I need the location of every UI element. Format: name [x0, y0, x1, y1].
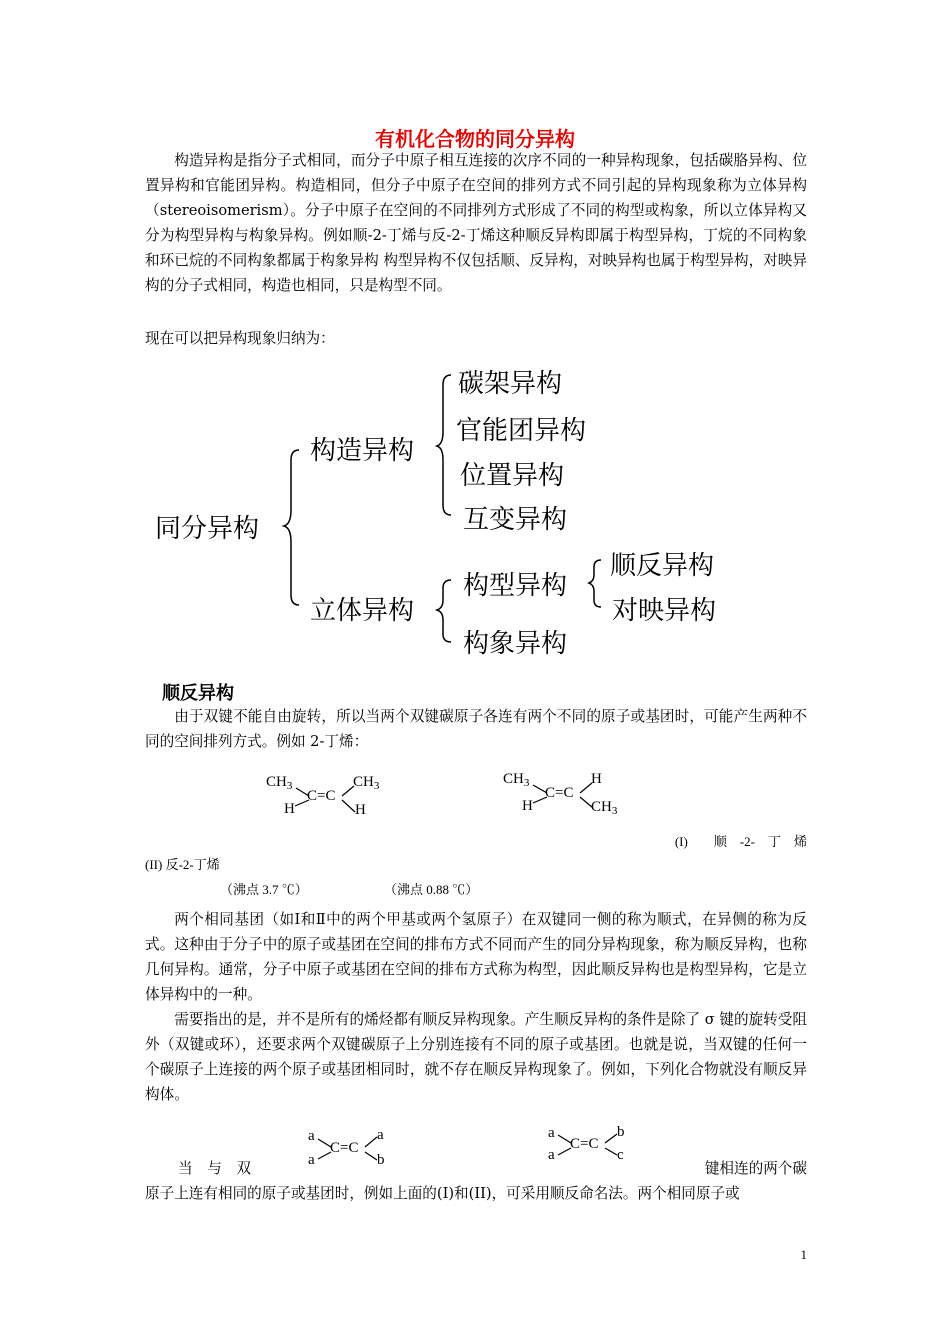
mol-right-bottom-left: H — [522, 798, 533, 814]
tree-constitutional: 构造异构 — [310, 436, 415, 466]
tree-tautomerism: 互变异构 — [463, 505, 568, 535]
mol-right-bottom-right: $CH_3$ — [591, 799, 618, 817]
tree-configurational: 构型异构 — [463, 571, 568, 601]
caption-left: (II) 反-2-丁烯 — [145, 857, 220, 872]
same-groups-paragraph: 两个相同基团（如Ⅰ和Ⅱ中的两个甲基或两个氢原子）在双键同一侧的称为顺式，在异侧的称为反式。这种由于分子中的原子或基团在空间的排布方式不同而产生的同分异构现象，称为顺反异构，也称几何异构。通常，分子中原子或基团在空间的排布方式称为构型，因此顺反异构也是构型异构，它是立体异构中的一种。 — [145, 911, 807, 1003]
page-number: 1 — [800, 1247, 807, 1262]
tree-position: 位置异构 — [460, 461, 565, 491]
ex-left-top-left: a — [308, 1128, 315, 1144]
mol-right-center: C=C — [545, 785, 574, 801]
intro-paragraph: 构造异构是指分子式相同，而分子中原子相互连接的次序不同的一种异构现象，包括碳胳异构、位置异构和官能团异构。构造相同，但分子中原子在空间的排列方式不同引起的异构现象称为立体异构（stereoisomerism）。分子中原子在空间的不同排列方式形成了不同的构型或构象，所以立体异构又分为构型异构与构象异构。例如顺-2-丁烯与反-2-丁烯这种顺反异构即属于构型异构，丁烷的不同构象和环已烷的不同构象都属于构象异构 构型异构不仅包括顺、反异构，对映异构也属于构型异构，对映异构的分子式相同，构造也相同，只是构型不同。 — [145, 152, 807, 294]
mol-right-top-left: $CH_3$ — [503, 771, 530, 789]
summary-line: 现在可以把异构现象归纳为： — [145, 330, 335, 347]
tree-cis-trans: 顺反异构 — [610, 551, 715, 581]
mol-left-bottom-right: H — [355, 802, 366, 818]
ex-right-bottom-left: a — [548, 1147, 555, 1163]
last-line-start: 当 与 双 — [178, 1160, 251, 1177]
ex-left-top-right: a — [377, 1127, 384, 1143]
tree-conformational: 构象异构 — [463, 629, 568, 659]
boiling-point-1: （沸点 3.7 ℃） — [220, 882, 308, 897]
boiling-point-2: （沸点 0.88 ℃） — [384, 882, 479, 897]
page-title: 有机化合物的同分异构 — [375, 127, 575, 151]
cis-trans-paragraph: 由于双键不能自由旋转，所以当两个双键碳原子各连有两个不同的原子或基团时，可能产生两种不同的空间排列方式。例如 2-丁烯： — [145, 708, 807, 750]
ex-left-bottom-right: b — [377, 1152, 385, 1168]
last-line-end: 键相连的两个碳 — [704, 1160, 807, 1177]
ex-left-center: C=C — [330, 1140, 359, 1156]
tree-functional-group: 官能团异构 — [456, 416, 587, 446]
ex-right-top-left: a — [548, 1125, 555, 1141]
section-heading: 顺反异构 — [162, 683, 234, 704]
caption-right: (I) 顺 -2- 丁 烯 — [674, 834, 807, 849]
ex-right-top-right: b — [617, 1124, 625, 1140]
tree-enantiomer: 对映异构 — [612, 596, 717, 626]
mol-left-center: C=C — [307, 788, 336, 804]
tree-root: 同分异构 — [155, 514, 260, 544]
ex-right-center: C=C — [570, 1136, 599, 1152]
mol-left-top-left: $CH_3$ — [266, 774, 293, 792]
ex-left-bottom-left: a — [308, 1152, 315, 1168]
mol-left-top-right: $CH_3$ — [353, 774, 380, 792]
ex-right-bottom-right: c — [617, 1147, 624, 1163]
tree-carbon-skeleton: 碳架异构 — [458, 369, 563, 399]
tree-stereo: 立体异构 — [310, 596, 415, 626]
note-paragraph: 需要指出的是，并不是所有的烯烃都有顺反异构现象。产生顺反异构的条件是除了 σ 键的旋转受阻外（双键或环），还要求两个双键碳原子上分别连接有不同的原子或基团。也就是说，当双键的任何一个碳原子上连接的两个原子或基团相同时，就不存在顺反异构现象了。例如，下列化合物就没有顺反异构体。 — [145, 1011, 807, 1103]
mol-right-top-right: H — [591, 771, 602, 787]
mol-left-bottom-left: H — [284, 801, 295, 817]
last-line-2: 原子上连有相同的原子或基团时，例如上面的(I)和(II)，可采用顺反命名法。两个相同原子或 — [145, 1185, 740, 1202]
